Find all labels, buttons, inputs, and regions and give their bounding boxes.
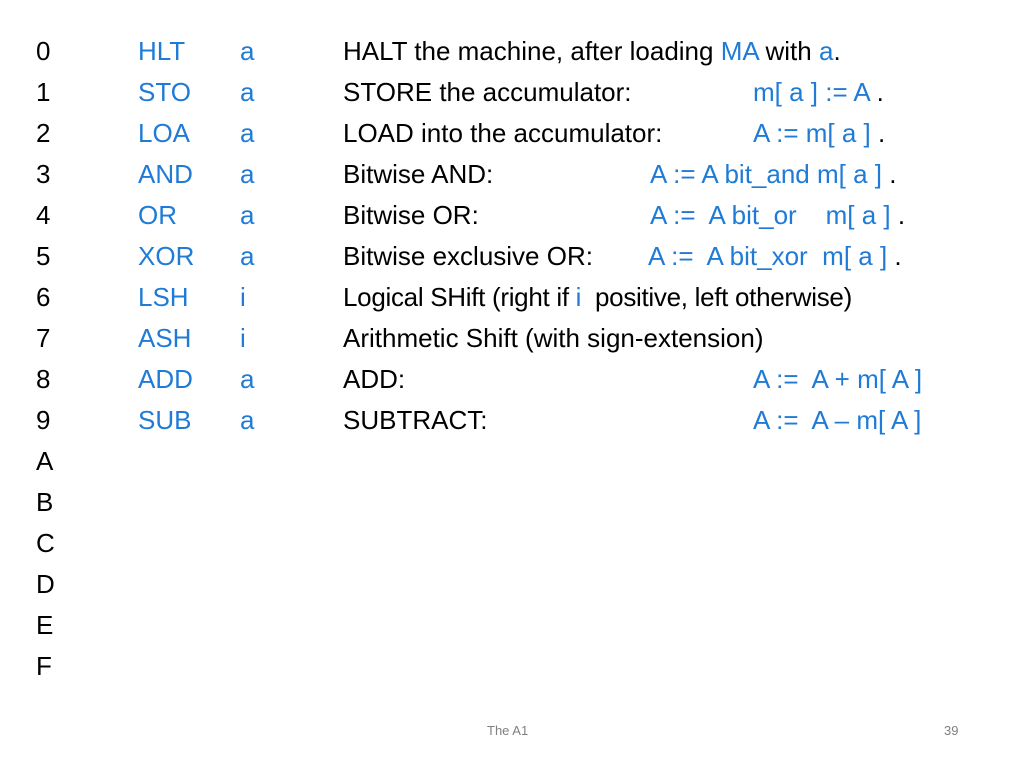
opcode-code: E bbox=[36, 610, 54, 640]
opcode-row-5 bbox=[0, 236, 1024, 277]
opcode-description: Bitwise AND: bbox=[343, 159, 494, 189]
opcode-description: Logical SHift (right if i positive, left otherwise) bbox=[343, 282, 852, 312]
opcode-row-6 bbox=[0, 277, 1024, 318]
opcode-mnemonic: SUB bbox=[138, 405, 192, 435]
opcode-row-7 bbox=[0, 318, 1024, 359]
opcode-code: 6 bbox=[36, 282, 51, 312]
opcode-formula: A := A bit_xor m[ a ] . bbox=[648, 241, 902, 271]
opcode-argument: a bbox=[240, 36, 255, 66]
opcode-argument: i bbox=[240, 323, 246, 353]
slide-number: 39 bbox=[944, 723, 959, 738]
opcode-code: 1 bbox=[36, 77, 51, 107]
opcode-mnemonic: LOA bbox=[138, 118, 191, 148]
opcode-mnemonic: HLT bbox=[138, 36, 186, 66]
opcode-argument: a bbox=[240, 118, 255, 148]
opcode-description: Bitwise exclusive OR: bbox=[343, 241, 593, 271]
opcode-description: HALT the machine, after loading MA with a. bbox=[343, 36, 841, 66]
opcode-row-a bbox=[0, 441, 1024, 482]
opcode-formula: m[ a ] := A . bbox=[753, 77, 884, 107]
opcode-argument: a bbox=[240, 77, 255, 107]
opcode-code: 0 bbox=[36, 36, 51, 66]
opcode-mnemonic: ADD bbox=[138, 364, 193, 394]
opcode-description: STORE the accumulator: bbox=[343, 77, 632, 107]
opcode-description: Bitwise OR: bbox=[343, 200, 479, 230]
opcode-code: A bbox=[36, 446, 54, 476]
opcode-mnemonic: XOR bbox=[138, 241, 195, 271]
opcode-code: 9 bbox=[36, 405, 51, 435]
opcode-row-4 bbox=[0, 195, 1024, 236]
opcode-row-8 bbox=[0, 359, 1024, 400]
opcode-code: C bbox=[36, 528, 55, 558]
opcode-code: F bbox=[36, 651, 52, 681]
opcode-description: ADD: bbox=[343, 364, 406, 394]
opcode-description: SUBTRACT: bbox=[343, 405, 488, 435]
opcode-argument: i bbox=[240, 282, 246, 312]
opcode-argument: a bbox=[240, 405, 255, 435]
opcode-row-3 bbox=[0, 154, 1024, 195]
opcode-argument: a bbox=[240, 364, 255, 394]
opcode-code: 7 bbox=[36, 323, 51, 353]
opcode-formula: A := A + m[ A ] bbox=[753, 364, 923, 394]
opcode-code: 5 bbox=[36, 241, 51, 271]
opcode-formula: A := A bit_or m[ a ] . bbox=[650, 200, 906, 230]
opcode-row-c bbox=[0, 523, 1024, 564]
opcode-code: B bbox=[36, 487, 54, 517]
opcode-mnemonic: OR bbox=[138, 200, 177, 230]
opcode-argument: a bbox=[240, 159, 255, 189]
opcode-code: 3 bbox=[36, 159, 51, 189]
opcode-code: 8 bbox=[36, 364, 51, 394]
opcode-formula: A := m[ a ] . bbox=[753, 118, 886, 148]
opcode-mnemonic: LSH bbox=[138, 282, 189, 312]
opcode-argument: a bbox=[240, 200, 255, 230]
opcode-row-d bbox=[0, 564, 1024, 605]
opcode-code: 4 bbox=[36, 200, 51, 230]
opcode-mnemonic: ASH bbox=[138, 323, 192, 353]
opcode-formula: A := A bit_and m[ a ] . bbox=[650, 159, 897, 189]
opcode-description: Arithmetic Shift (with sign-extension) bbox=[343, 323, 764, 353]
opcode-description: LOAD into the accumulator: bbox=[343, 118, 663, 148]
opcode-row-f bbox=[0, 646, 1024, 687]
opcode-code: D bbox=[36, 569, 55, 599]
opcode-code: 2 bbox=[36, 118, 51, 148]
opcode-row-9 bbox=[0, 400, 1024, 441]
opcode-row-1 bbox=[0, 72, 1024, 113]
opcode-mnemonic: STO bbox=[138, 77, 191, 107]
opcode-row-2 bbox=[0, 113, 1024, 154]
opcode-formula: A := A – m[ A ] bbox=[753, 405, 922, 435]
opcode-row-b bbox=[0, 482, 1024, 523]
opcode-argument: a bbox=[240, 241, 255, 271]
opcode-mnemonic: AND bbox=[138, 159, 193, 189]
footer-title: The A1 bbox=[487, 723, 529, 738]
opcode-row-e bbox=[0, 605, 1024, 646]
opcode-row-0 bbox=[0, 31, 1024, 72]
